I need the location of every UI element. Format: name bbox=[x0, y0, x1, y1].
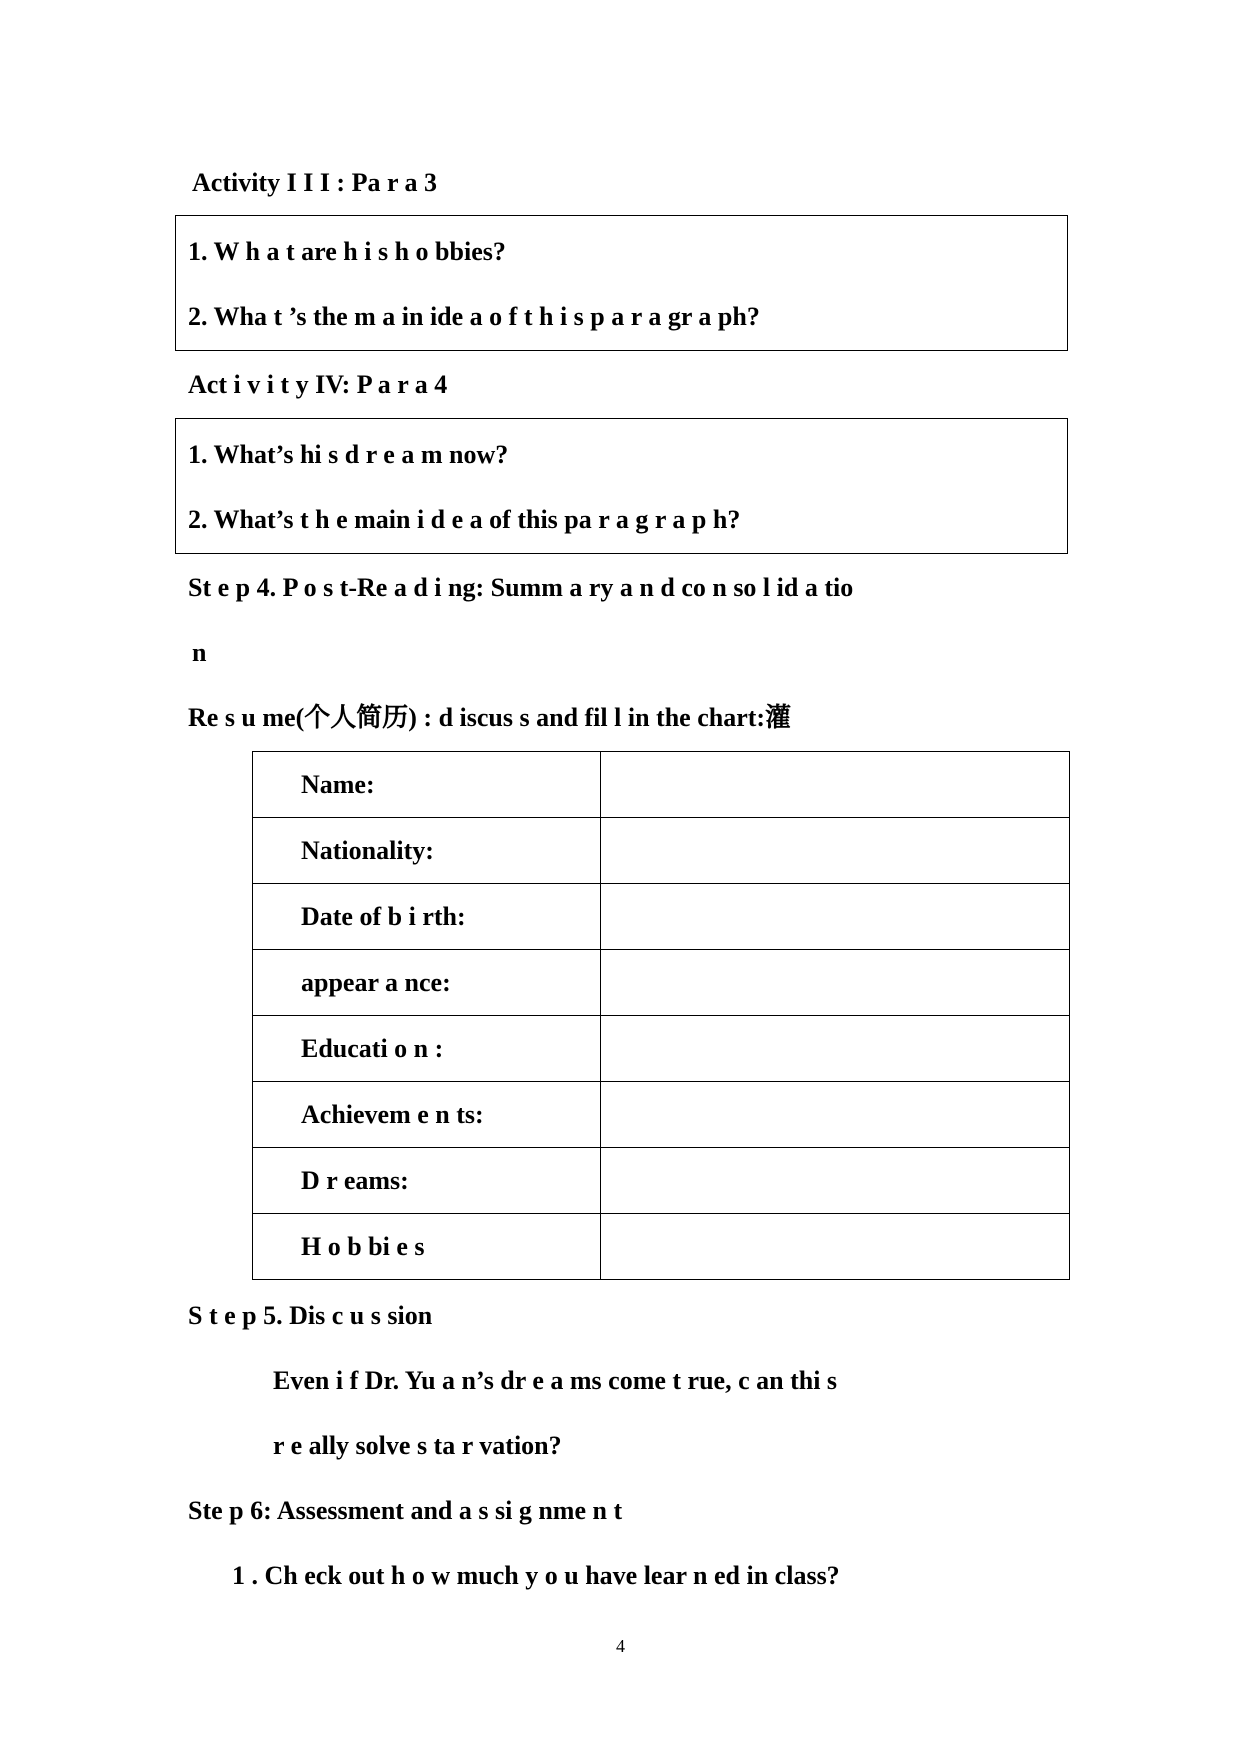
resume-label-name: Name: bbox=[253, 752, 601, 818]
step6-heading: Ste p 6: Assessment and a s si g nme n t bbox=[188, 1496, 623, 1525]
resume-chart bbox=[252, 751, 1070, 1280]
resume-value-date-of-birth[interactable] bbox=[601, 884, 1070, 950]
table-row bbox=[253, 1016, 1070, 1082]
step4-heading: St e p 4. P o s t-Re a d i ng: Summ a ry a n d co n so l id a tio bbox=[188, 573, 854, 602]
activity4-question-1: 1. What’s hi s d r e a m now? bbox=[188, 440, 509, 469]
table-row bbox=[253, 818, 1070, 884]
activity4-heading: Act i v i t y IV: P a r a 4 bbox=[188, 370, 448, 399]
table-row bbox=[253, 884, 1070, 950]
resume-label-date-of-birth: Date of b i rth: bbox=[253, 884, 601, 950]
resume-value-dreams[interactable] bbox=[601, 1148, 1070, 1214]
activity3-heading: Activity I I I : Pa r a 3 bbox=[192, 168, 438, 197]
resume-label-dreams: D r eams: bbox=[253, 1148, 601, 1214]
step5-question-line2: r e ally solve s ta r vation? bbox=[273, 1431, 562, 1460]
step5-heading: S t e p 5. Dis c u s sion bbox=[188, 1301, 433, 1330]
table-row bbox=[253, 1214, 1070, 1280]
resume-value-name[interactable] bbox=[601, 752, 1070, 818]
activity4-question-2: 2. What’s t h e main i d e a of this pa r a g r a p h? bbox=[188, 505, 741, 534]
resume-label-achievements: Achievem e n ts: bbox=[253, 1082, 601, 1148]
resume-value-achievements[interactable] bbox=[601, 1082, 1070, 1148]
table-row bbox=[253, 1148, 1070, 1214]
resume-label-appearance: appear a nce: bbox=[253, 950, 601, 1016]
activity3-question-box bbox=[175, 215, 1068, 351]
resume-value-hobbies[interactable] bbox=[601, 1214, 1070, 1280]
step5-question-line1: Even i f Dr. Yu a n’s dr e a ms come t rue, c an thi s bbox=[273, 1366, 838, 1395]
activity3-question-2: 2. Wha t ’s the m a in ide a o f t h i s p a r a gr a ph? bbox=[188, 302, 760, 331]
table-row bbox=[253, 1082, 1070, 1148]
activity3-question-1: 1. W h a t are h i s h o bbies? bbox=[188, 237, 506, 266]
step4-heading-wrap: n bbox=[192, 638, 207, 667]
table-row bbox=[253, 752, 1070, 818]
resume-value-education[interactable] bbox=[601, 1016, 1070, 1082]
resume-label-education: Educati o n : bbox=[253, 1016, 601, 1082]
table-row bbox=[253, 950, 1070, 1016]
resume-label-nationality: Nationality: bbox=[253, 818, 601, 884]
resume-value-nationality[interactable] bbox=[601, 818, 1070, 884]
resume-label-hobbies: H o b bi e s bbox=[253, 1214, 601, 1280]
step6-item-1: 1 . Ch eck out h o w much y o u have lear n ed in class? bbox=[232, 1561, 840, 1590]
resume-instructions: Re s u me(个人简历) : d iscus s and fil l in the chart:灌 bbox=[188, 703, 792, 732]
activity4-question-box bbox=[175, 418, 1068, 554]
page-number: 4 bbox=[616, 1636, 625, 1656]
resume-value-appearance[interactable] bbox=[601, 950, 1070, 1016]
